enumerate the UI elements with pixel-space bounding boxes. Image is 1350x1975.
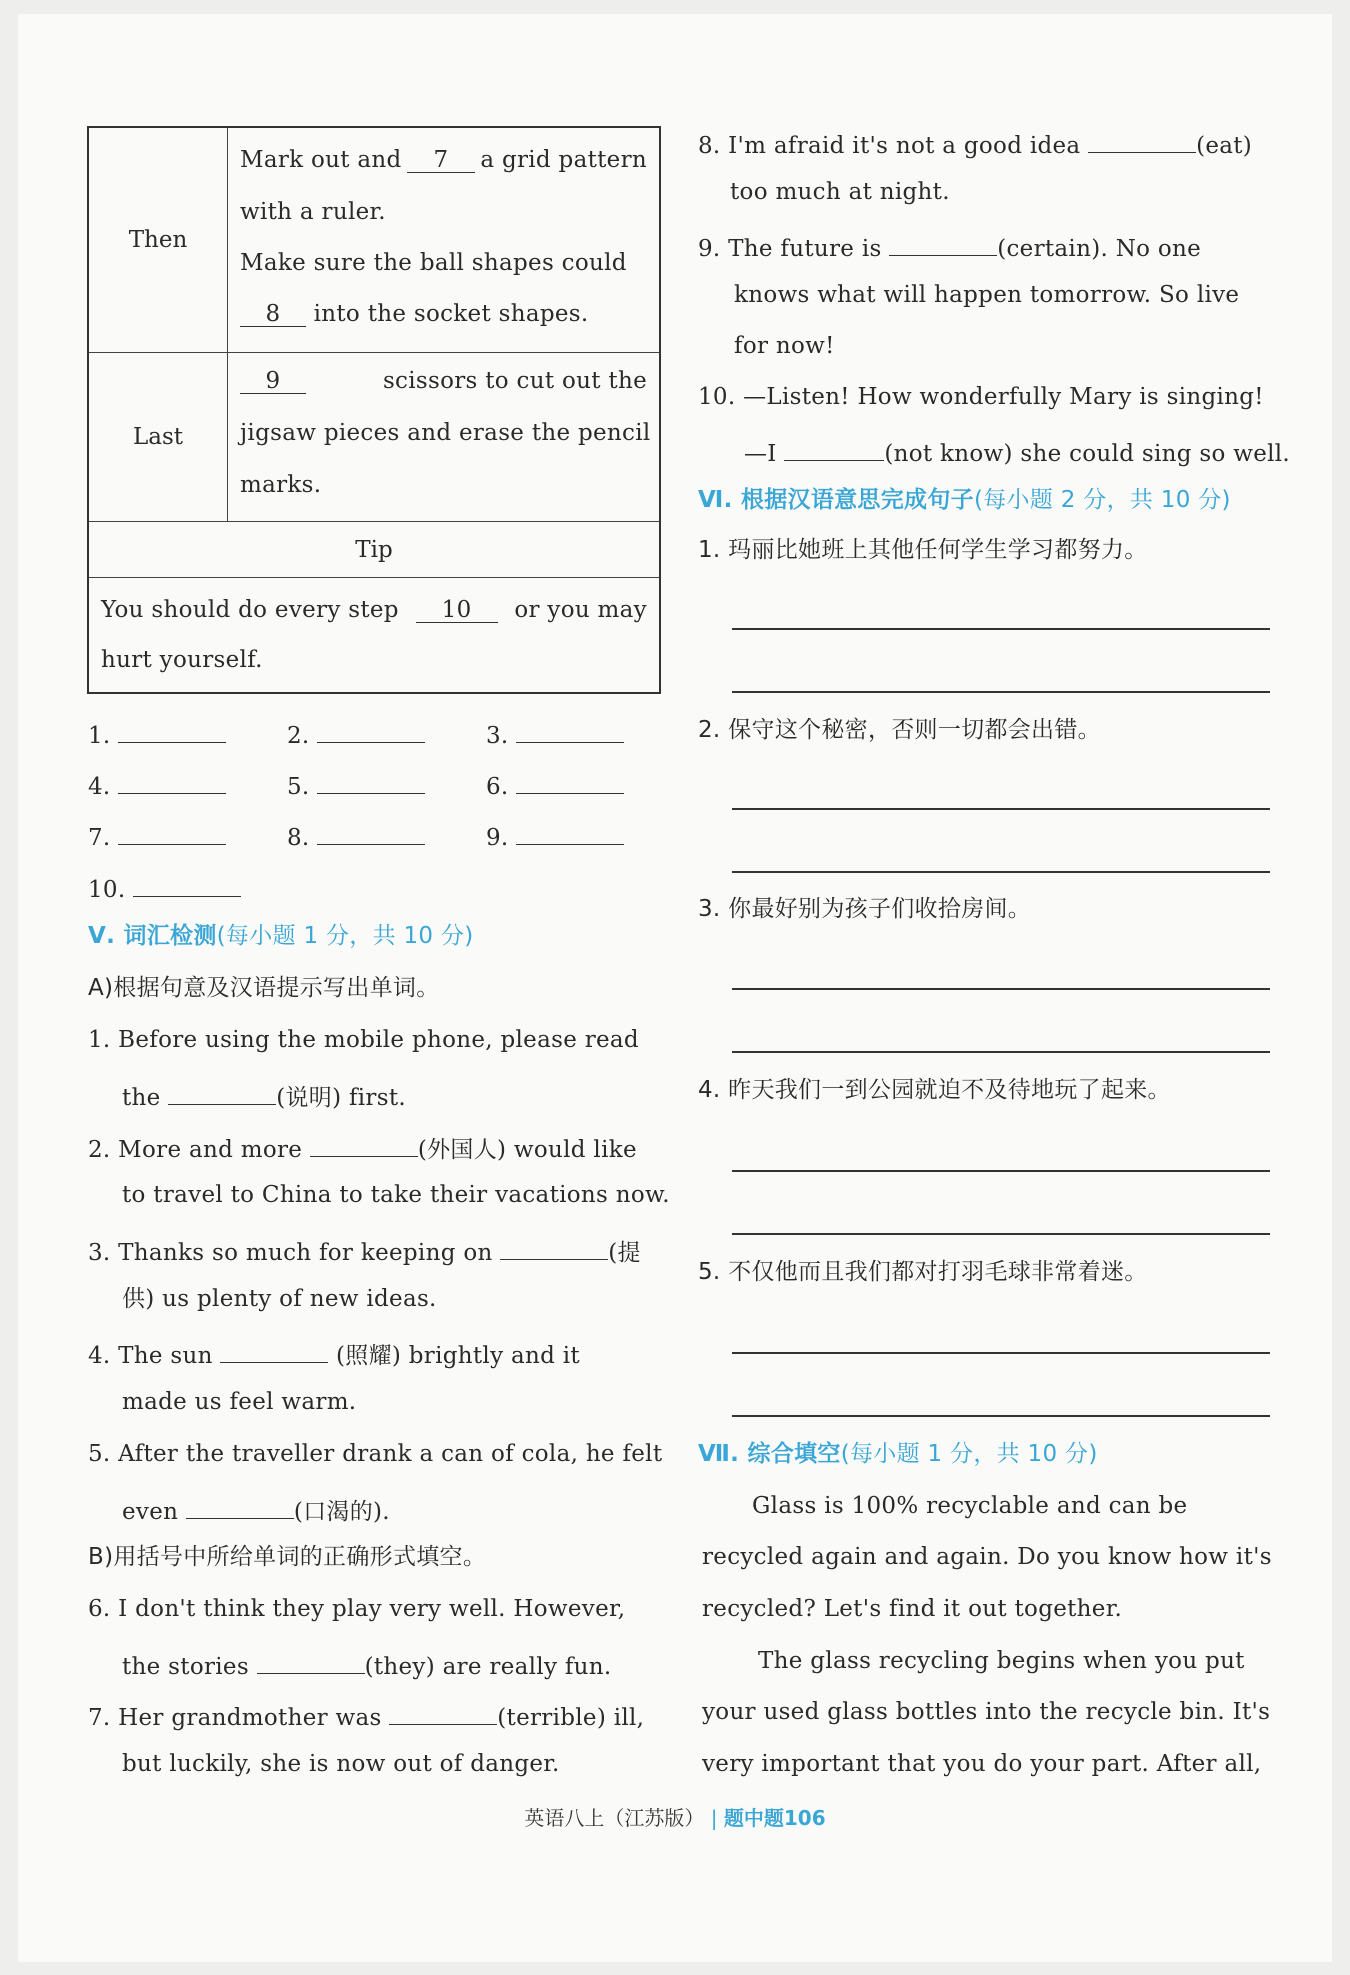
r-q8-line1: 8. I'm afraid it's not a good idea (eat) bbox=[698, 126, 1252, 160]
blank-8: 8 bbox=[240, 300, 306, 327]
s6-q1: 1. 玛丽比她班上其他任何学生学习都努力。 bbox=[698, 537, 1148, 563]
r-q9-line1: 9. The future is (certain). No one bbox=[698, 229, 1201, 263]
footer-series: 题中题 bbox=[723, 1806, 784, 1830]
answer-blank[interactable] bbox=[257, 1647, 365, 1674]
s5-q2-line2: to travel to China to take their vacations now. bbox=[122, 1182, 670, 1208]
answer-blank[interactable] bbox=[889, 229, 997, 256]
then-line3: Make sure the ball shapes could bbox=[240, 250, 627, 276]
answer-blank[interactable] bbox=[1088, 126, 1196, 153]
p2-line2: your used glass bottles into the recycle bin. It's bbox=[702, 1699, 1271, 1725]
answer-line[interactable] bbox=[732, 988, 1270, 990]
instruction-table bbox=[87, 126, 661, 694]
answer-line[interactable] bbox=[732, 628, 1270, 630]
answer-blank[interactable]: 7. bbox=[88, 818, 226, 852]
answer-blank[interactable] bbox=[784, 434, 884, 461]
s5-q2-line1: 2. More and more (外国人) would like bbox=[88, 1130, 637, 1164]
r-q9-line3: for now! bbox=[734, 333, 835, 359]
last-cell bbox=[228, 353, 661, 522]
p2-line3: very important that you do your part. After all, bbox=[702, 1751, 1262, 1777]
answer-line[interactable] bbox=[732, 1233, 1270, 1235]
tip-label: Tip bbox=[88, 522, 660, 578]
answer-blank[interactable]: 10. bbox=[88, 870, 241, 904]
answer-blank[interactable]: 2. bbox=[287, 716, 425, 750]
then-cell bbox=[228, 127, 661, 353]
s5-q3-line2: 供) us plenty of new ideas. bbox=[122, 1286, 437, 1312]
tip-cell bbox=[88, 578, 660, 694]
row-label-last: Last bbox=[88, 353, 228, 522]
answer-blank[interactable]: 1. bbox=[88, 716, 226, 750]
section5-heading: Ⅴ. 词汇检测(每小题 1 分，共 10 分) bbox=[88, 923, 474, 949]
s5-q7-line2: but luckily, she is now out of danger. bbox=[122, 1751, 560, 1777]
answer-blank[interactable]: 4. bbox=[88, 767, 226, 801]
answer-blank[interactable]: 5. bbox=[287, 767, 425, 801]
s5-q3-line1: 3. Thanks so much for keeping on (提 bbox=[88, 1233, 641, 1267]
blank-10: 10 bbox=[416, 596, 498, 623]
answer-blank[interactable] bbox=[220, 1336, 328, 1363]
answer-blank[interactable] bbox=[168, 1078, 276, 1105]
s5-q5-line2: even (口渴的). bbox=[122, 1492, 390, 1526]
answer-blank[interactable]: 6. bbox=[486, 767, 624, 801]
last-line3: marks. bbox=[240, 472, 322, 498]
footer-book: 英语八上（江苏版） bbox=[524, 1806, 705, 1830]
s5-q1-line1: 1. Before using the mobile phone, please read bbox=[88, 1027, 639, 1053]
answer-line[interactable] bbox=[732, 691, 1270, 693]
page-footer: 英语八上（江苏版） | 题中题106 bbox=[524, 1806, 826, 1830]
r-q10-line2: —I (not know) she could sing so well. bbox=[744, 434, 1290, 468]
answer-blank[interactable] bbox=[186, 1492, 294, 1519]
answer-line[interactable] bbox=[732, 1415, 1270, 1417]
section5-partB: B)用括号中所给单词的正确形式填空。 bbox=[88, 1544, 487, 1570]
tip-line1a: You should do every step bbox=[101, 597, 399, 623]
last-line1: scissors to cut out the bbox=[382, 368, 647, 394]
answer-blank[interactable] bbox=[389, 1698, 497, 1725]
answer-blank[interactable]: 9. bbox=[486, 818, 624, 852]
s6-q2: 2. 保守这个秘密，否则一切都会出错。 bbox=[698, 717, 1101, 743]
tip-line2: hurt yourself. bbox=[101, 647, 263, 673]
answer-line[interactable] bbox=[732, 871, 1270, 873]
answer-line[interactable] bbox=[732, 808, 1270, 810]
answer-line[interactable] bbox=[732, 1352, 1270, 1354]
p1-line3: recycled? Let's find it out together. bbox=[702, 1596, 1123, 1622]
s5-q1-line2: the (说明) first. bbox=[122, 1078, 406, 1112]
answer-blank[interactable] bbox=[500, 1233, 608, 1260]
tip-line1b: or you may bbox=[514, 597, 647, 623]
then-line2: with a ruler. bbox=[240, 199, 386, 225]
r-q9-line2: knows what will happen tomorrow. So live bbox=[734, 282, 1240, 308]
page-number: 106 bbox=[783, 1806, 826, 1830]
answer-line[interactable] bbox=[732, 1170, 1270, 1172]
s5-q4-line1: 4. The sun (照耀) brightly and it bbox=[88, 1336, 580, 1370]
s6-q5: 5. 不仅他而且我们都对打羽毛球非常着迷。 bbox=[698, 1259, 1148, 1285]
section7-heading: Ⅶ. 综合填空(每小题 1 分，共 10 分) bbox=[698, 1441, 1098, 1467]
r-q10-line1: 10. —Listen! How wonderfully Mary is singing! bbox=[698, 384, 1264, 410]
last-line2: jigsaw pieces and erase the pencil bbox=[240, 420, 651, 446]
blank-9: 9 bbox=[240, 367, 306, 394]
r-q8-line2: too much at night. bbox=[730, 179, 950, 205]
s5-q6-line2: the stories (they) are really fun. bbox=[122, 1647, 612, 1681]
answer-blank[interactable]: 3. bbox=[486, 716, 624, 750]
row-label-then: Then bbox=[88, 127, 228, 353]
answer-blank[interactable]: 8. bbox=[287, 818, 425, 852]
s6-q4: 4. 昨天我们一到公园就迫不及待地玩了起来。 bbox=[698, 1077, 1171, 1103]
then-line1a: Mark out and bbox=[240, 147, 402, 173]
p1-line1: Glass is 100% recyclable and can be bbox=[752, 1493, 1188, 1519]
blank-7: 7 bbox=[407, 146, 475, 173]
section5-partA: A)根据句意及汉语提示写出单词。 bbox=[88, 975, 440, 1001]
answer-blank[interactable] bbox=[310, 1130, 418, 1157]
p1-line2: recycled again and again. Do you know how it's bbox=[702, 1544, 1272, 1570]
s5-q6-line1: 6. I don't think they play very well. However, bbox=[88, 1596, 626, 1622]
s5-q5-line1: 5. After the traveller drank a can of cola, he felt bbox=[88, 1441, 663, 1467]
answer-line[interactable] bbox=[732, 1051, 1270, 1053]
then-line4: into the socket shapes. bbox=[313, 301, 589, 327]
p2-line1: The glass recycling begins when you put bbox=[758, 1648, 1245, 1674]
s5-q7-line1: 7. Her grandmother was (terrible) ill, bbox=[88, 1698, 644, 1732]
section6-heading: Ⅵ. 根据汉语意思完成句子(每小题 2 分，共 10 分) bbox=[698, 487, 1231, 513]
then-line1b: a grid pattern bbox=[480, 147, 647, 173]
s5-q4-line2: made us feel warm. bbox=[122, 1389, 357, 1415]
s6-q3: 3. 你最好别为孩子们收拾房间。 bbox=[698, 896, 1032, 922]
